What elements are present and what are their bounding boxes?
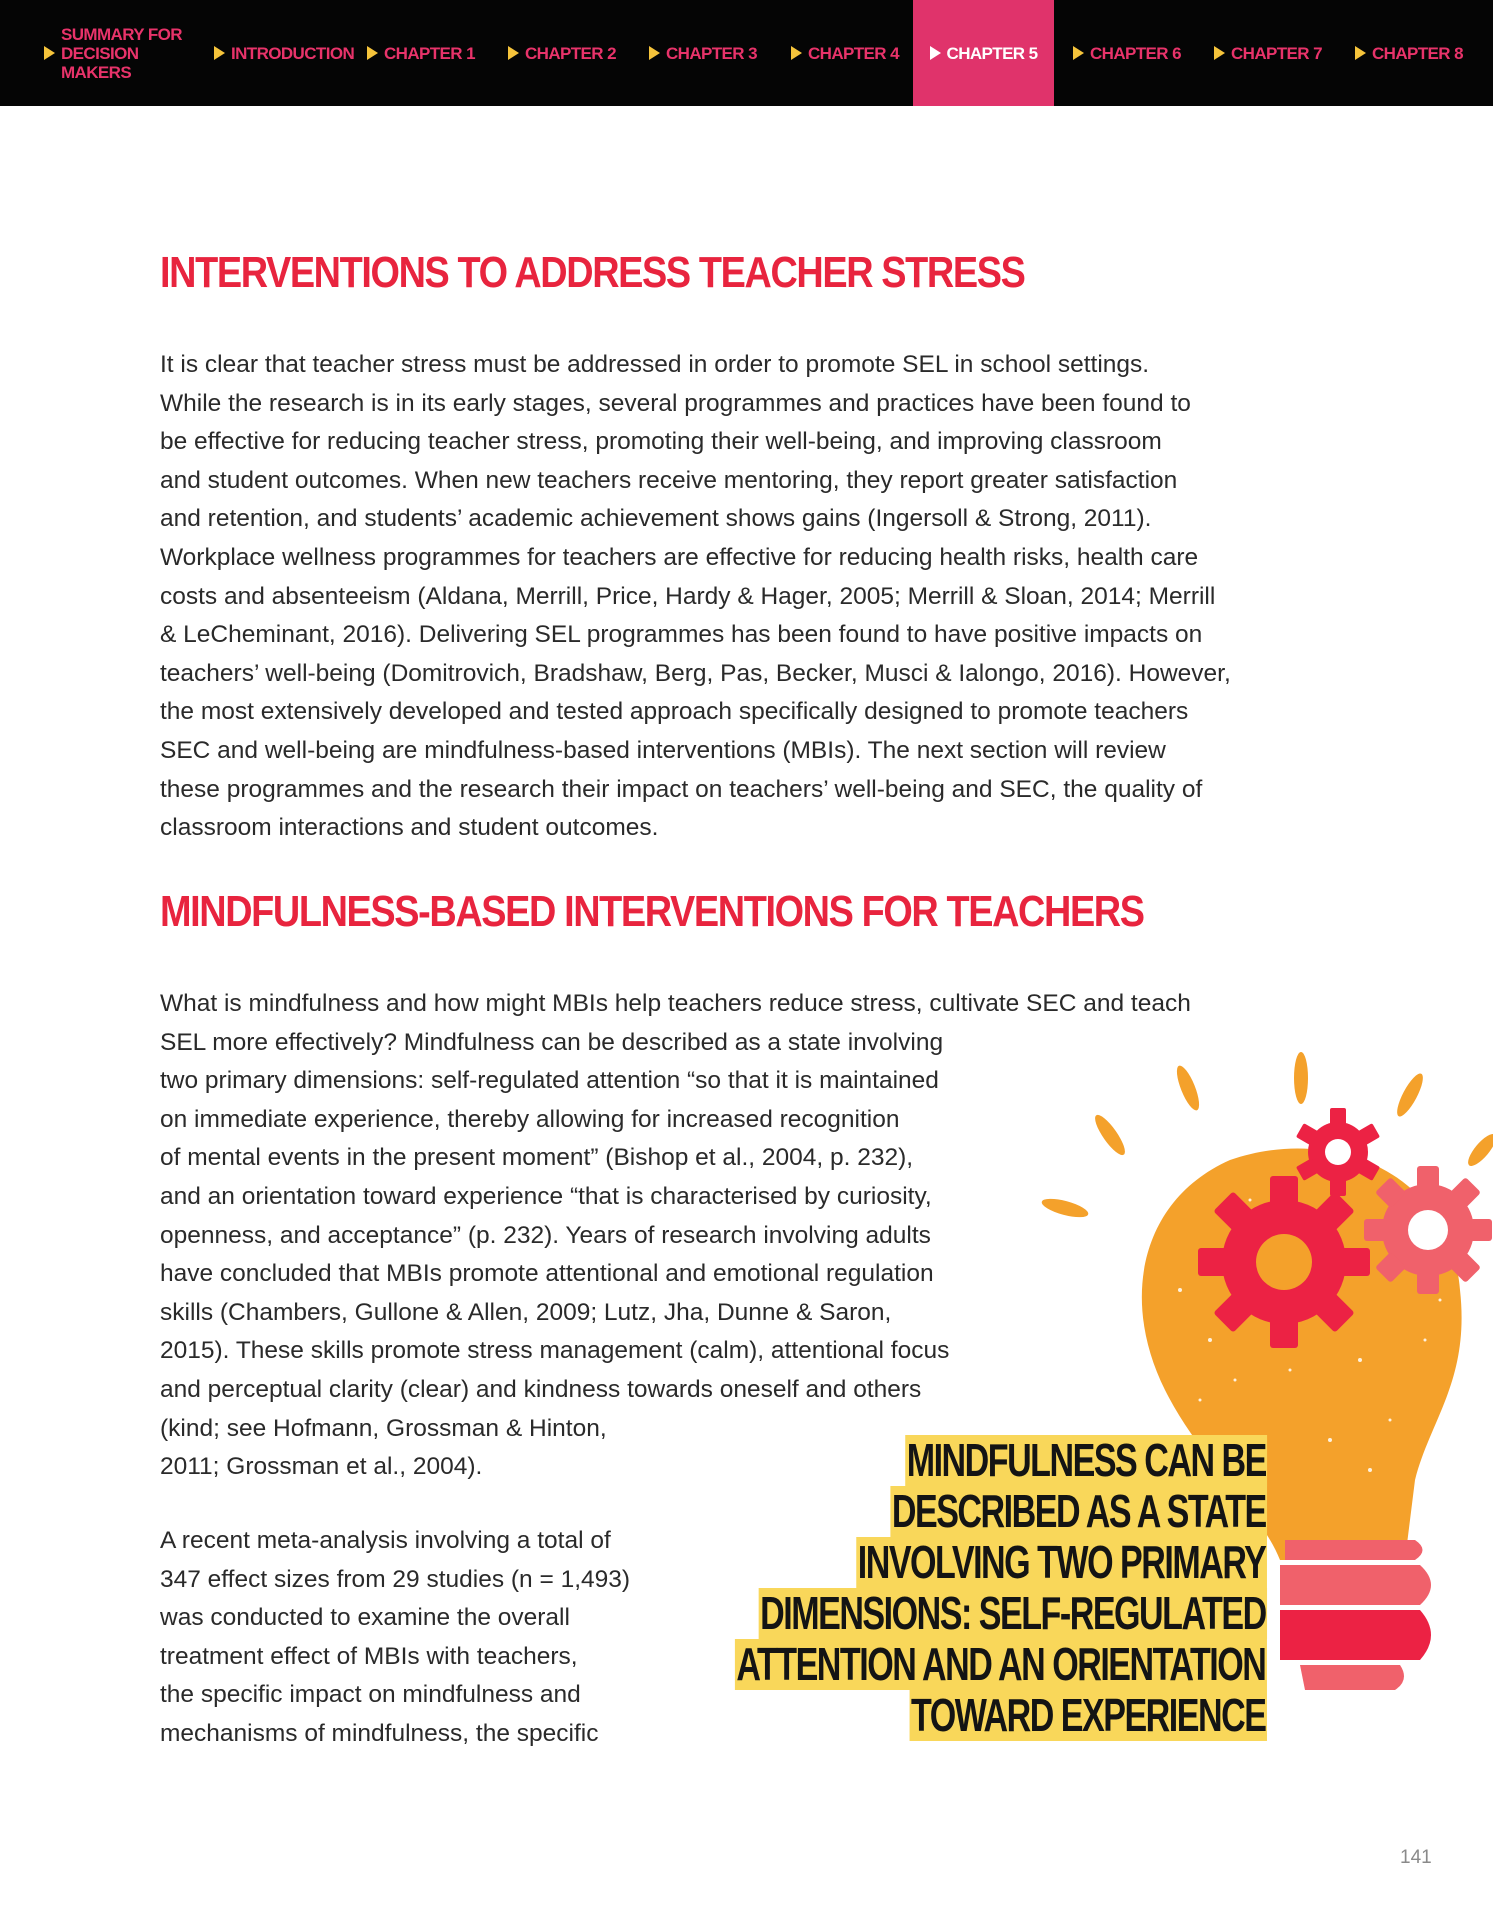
text-line: and perceptual clarity (clear) and kindness towards oneself and others bbox=[160, 1375, 922, 1403]
nav-chapter-2[interactable] bbox=[508, 0, 616, 106]
nav-chapter-7-label: CHAPTER 7 bbox=[1231, 43, 1322, 63]
text-line: 2015). These skills promote stress management (calm), attentional focus bbox=[160, 1337, 950, 1365]
text-line: of mental events in the present moment” (Bishop et al., 2004, p. 232), bbox=[160, 1144, 914, 1172]
chapter-nav bbox=[0, 0, 1493, 106]
nav-chapter-4-label: CHAPTER 4 bbox=[808, 43, 899, 63]
text-line: Workplace wellness programmes for teachers are effective for reducing health risks, health care bbox=[160, 543, 1199, 571]
text-line: costs and absenteeism (Aldana, Merrill, Price, Hardy & Hager, 2005; Merrill & Sloan, 2014; Merrill bbox=[160, 582, 1216, 610]
pull-quote-line: ATTENTION AND AN ORIENTATION bbox=[736, 1638, 1266, 1690]
text-line: was conducted to examine the overall bbox=[160, 1604, 570, 1632]
text-line: and retention, and students’ academic achievement shows gains (Ingersoll & Strong, 2011). bbox=[160, 505, 1152, 533]
play-arrow-icon bbox=[930, 46, 941, 60]
text-line: SEC and well-being are mindfulness-based interventions (MBIs). The next section will review bbox=[160, 736, 1166, 764]
nav-summary[interactable] bbox=[44, 0, 189, 106]
text-line: mechanisms of mindfulness, the specific bbox=[160, 1719, 599, 1747]
play-arrow-icon bbox=[791, 46, 802, 60]
text-line: have concluded that MBIs promote attentional and emotional regulation bbox=[160, 1260, 934, 1288]
nav-chapter-6[interactable] bbox=[1073, 0, 1181, 106]
play-arrow-icon bbox=[1073, 46, 1084, 60]
nav-chapter-5[interactable] bbox=[913, 0, 1054, 106]
gear-icon bbox=[1364, 1166, 1492, 1294]
nav-chapter-5-label: CHAPTER 5 bbox=[946, 43, 1038, 63]
play-arrow-icon bbox=[649, 46, 660, 60]
text-line: classroom interactions and student outcomes. bbox=[160, 814, 659, 842]
nav-chapter-6-label: CHAPTER 6 bbox=[1090, 43, 1181, 63]
nav-chapter-4[interactable] bbox=[791, 0, 899, 106]
text-line: skills (Chambers, Gullone & Allen, 2009; Lutz, Jha, Dunne & Saron, bbox=[160, 1298, 892, 1326]
text-line: What is mindfulness and how might MBIs help teachers reduce stress, cultivate SEC and teach bbox=[160, 990, 1191, 1017]
pull-quote-line: MINDFULNESS CAN BE bbox=[906, 1434, 1266, 1486]
play-arrow-icon bbox=[367, 46, 378, 60]
nav-chapter-2-label: CHAPTER 2 bbox=[525, 43, 616, 63]
text-line: openness, and acceptance” (p. 232). Years of research involving adults bbox=[160, 1221, 931, 1249]
nav-introduction[interactable] bbox=[214, 0, 354, 106]
nav-chapter-3-label: CHAPTER 3 bbox=[666, 43, 757, 63]
text-line: these programmes and the research their impact on teachers’ well-being and SEC, the quality of bbox=[160, 775, 1203, 803]
text-line: and an orientation toward experience “that is characterised by curiosity, bbox=[160, 1182, 932, 1210]
nav-chapter-7[interactable] bbox=[1214, 0, 1322, 106]
nav-chapter-1[interactable] bbox=[367, 0, 475, 106]
text-line: be effective for reducing teacher stress, promoting their well-being, and improving classroom bbox=[160, 428, 1162, 456]
pull-quote bbox=[548, 1435, 1267, 1741]
text-line: 2011; Grossman et al., 2004). bbox=[160, 1453, 483, 1481]
bulb-base bbox=[1280, 1540, 1431, 1690]
play-arrow-icon bbox=[1355, 46, 1366, 60]
play-arrow-icon bbox=[508, 46, 519, 60]
body-paragraph-teacher-stress bbox=[160, 346, 1231, 848]
play-arrow-icon bbox=[214, 46, 225, 60]
text-line: It is clear that teacher stress must be addressed in order to promote SEL in school settings. bbox=[160, 351, 1150, 378]
section-heading-mindfulness: MINDFULNESS-BASED INTERVENTIONS FOR TEACHERS bbox=[160, 887, 1144, 936]
section-heading-teacher-stress: INTERVENTIONS TO ADDRESS TEACHER STRESS bbox=[160, 248, 1025, 297]
text-line: A recent meta-analysis involving a total of bbox=[160, 1527, 611, 1554]
pull-quote-line: DIMENSIONS: SELF-REGULATED bbox=[759, 1587, 1266, 1639]
pull-quote-line: INVOLVING TWO PRIMARY bbox=[857, 1536, 1266, 1588]
text-line: and student outcomes. When new teachers receive mentoring, they report greater satisfaction bbox=[160, 466, 1178, 494]
text-line: on immediate experience, thereby allowing for increased recognition bbox=[160, 1105, 900, 1133]
text-line: While the research is in its early stages, several programmes and practices have been found to bbox=[160, 389, 1191, 417]
play-arrow-icon bbox=[1214, 46, 1225, 60]
gear-icon bbox=[1198, 1176, 1370, 1348]
pull-quote-line: TOWARD EXPERIENCE bbox=[911, 1689, 1266, 1741]
text-line: SEL more effectively? Mindfulness can be described as a state involving bbox=[160, 1028, 944, 1056]
nav-chapter-8-label: CHAPTER 8 bbox=[1372, 43, 1463, 63]
nav-chapter-8[interactable] bbox=[1355, 0, 1463, 106]
text-line: the specific impact on mindfulness and bbox=[160, 1681, 581, 1709]
text-line: the most extensively developed and tested approach specifically designed to promote teachers bbox=[160, 698, 1189, 726]
nav-summary-label: SUMMARY FOR DECISION MAKERS bbox=[61, 24, 182, 82]
nav-chapter-3[interactable] bbox=[649, 0, 757, 106]
nav-introduction-label: INTRODUCTION bbox=[231, 43, 355, 63]
play-arrow-icon bbox=[44, 46, 55, 60]
pull-quote-line: DESCRIBED AS A STATE bbox=[891, 1485, 1266, 1537]
text-line: treatment effect of MBIs with teachers, bbox=[160, 1642, 578, 1670]
text-line: two primary dimensions: self-regulated attention “so that it is maintained bbox=[160, 1067, 939, 1095]
text-line: 347 effect sizes from 29 studies (n = 1,493) bbox=[160, 1565, 631, 1593]
text-line: & LeCheminant, 2016). Delivering SEL programmes has been found to have positive impacts on bbox=[160, 621, 1203, 649]
text-line: (kind; see Hofmann, Grossman & Hinton, bbox=[160, 1414, 607, 1442]
nav-chapter-1-label: CHAPTER 1 bbox=[384, 43, 475, 63]
text-line: teachers’ well-being (Domitrovich, Bradshaw, Berg, Pas, Becker, Musci & Ialongo, 2016). However, bbox=[160, 659, 1231, 687]
page-number: 141 bbox=[1400, 1847, 1432, 1868]
